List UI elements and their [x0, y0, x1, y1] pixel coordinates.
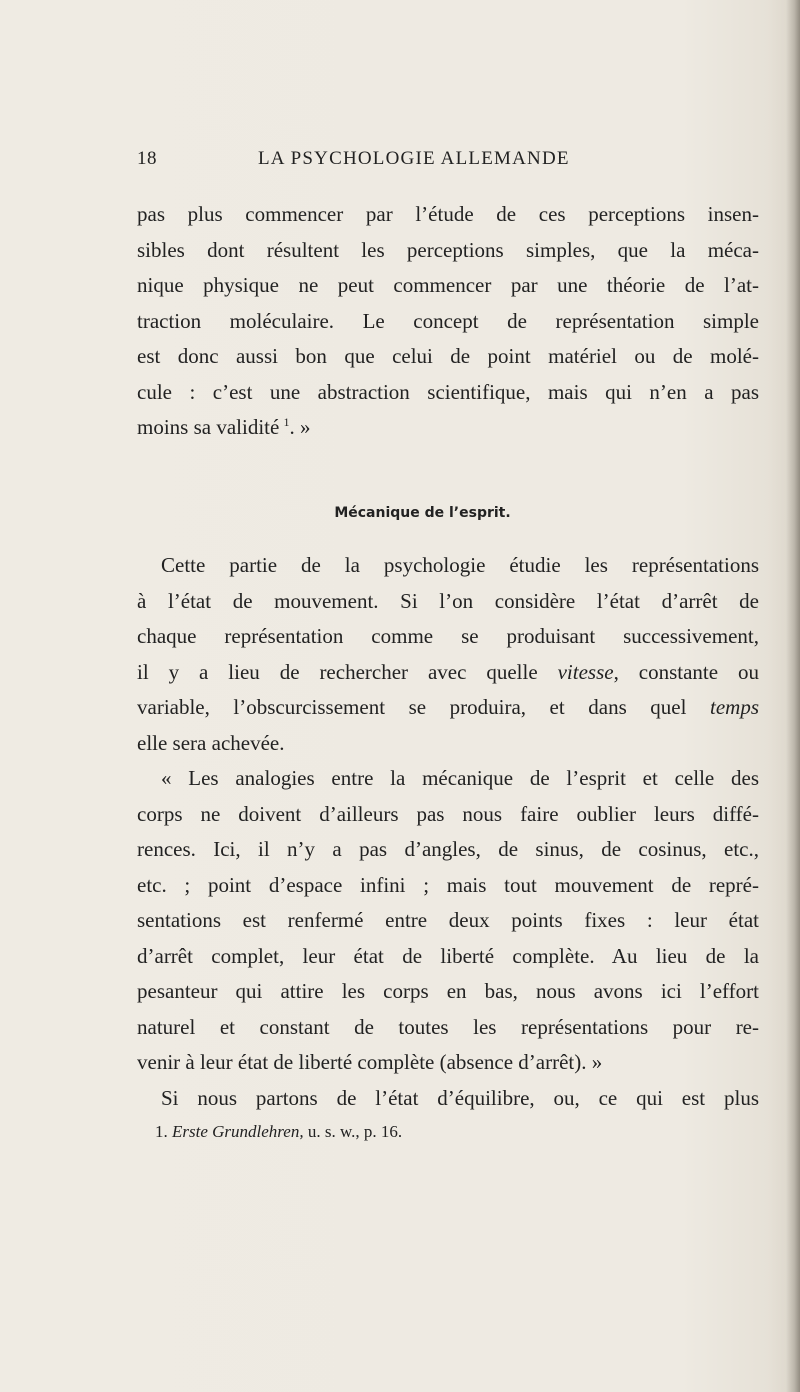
text-line: Cette partie de la psychologie étudie les représentations [161, 553, 759, 577]
footnote-title: Erste Grundlehren, [172, 1122, 304, 1141]
text-line: cule : c’est une abstraction scientifique, mais qui n’en a pas [137, 379, 759, 404]
page-header [137, 148, 737, 178]
footnote [155, 1122, 402, 1142]
page-number: 18 [137, 148, 157, 169]
text-line: d’arrêt complet, leur état de liberté complète. Au lieu de la [137, 943, 759, 968]
text-line: traction moléculaire. Le concept de représentation simple [137, 308, 759, 333]
main-text [137, 548, 759, 1116]
footnote-number: 1. [155, 1122, 168, 1141]
text-line: rences. Ici, il n’y a pas d’angles, de sinus, de cosinus, etc., [137, 837, 759, 861]
emphasis: vitesse [557, 659, 614, 684]
text-line: etc. ; point d’espace infini ; mais tout mouvement de repré- [137, 872, 759, 897]
page-edge-shadow [786, 0, 800, 1392]
text-fragment: variable, l’obscurcissement se produira, et dans quel [137, 695, 710, 719]
running-head: LA PSYCHOLOGIE ALLEMANDE [258, 148, 570, 169]
text-line: nique physique ne peut commencer par une théorie de l’at- [137, 273, 759, 297]
text-line: pas plus commencer par l’étude de ces perceptions insen- [137, 202, 759, 226]
text-fragment: il y a lieu de rechercher avec quelle [137, 659, 558, 684]
text-line: sentations est renfermé entre deux points fixes : leur état [137, 908, 759, 932]
text-line [137, 410, 759, 446]
footnote-reference: 1 [283, 415, 290, 429]
text-line: chaque représentation comme se produisant successivement, [137, 624, 759, 648]
text-line: est donc aussi bon que celui de point matériel ou de molé- [137, 344, 759, 368]
emphasis: temps [710, 695, 759, 719]
text-line: naturel et constant de toutes les représentations pour re- [137, 1014, 759, 1039]
text-line: à l’état de mouvement. Si l’on considère l’état d’arrêt de [137, 588, 759, 613]
text-fragment: moins sa validité [137, 415, 280, 439]
text-line: « Les analogies entre la mécanique de l’esprit et celle des [161, 766, 759, 790]
text-fragment: . » [289, 415, 311, 439]
footnote-text: u. s. w., p. 16. [303, 1122, 403, 1141]
text-line: pesanteur qui attire les corps en bas, nous avons ici l’effort [137, 979, 759, 1003]
text-line: Si nous partons de l’état d’équilibre, ou, ce qui est plus [161, 1085, 759, 1110]
text-line: elle sera achevée. [137, 730, 285, 755]
text-line: sibles dont résultent les perceptions simples, que la méca- [137, 237, 759, 262]
section-heading: Mécanique de l’esprit. [334, 505, 511, 521]
text-fragment: , constante ou [613, 659, 759, 684]
text-line [137, 655, 759, 691]
text-line [137, 690, 759, 726]
text-line: venir à leur état de liberté complète (absence d’arrêt). » [137, 1050, 603, 1074]
paragraph-continuation [137, 197, 759, 446]
text-line: corps ne doivent d’ailleurs pas nous faire oublier leurs diffé- [137, 801, 759, 826]
